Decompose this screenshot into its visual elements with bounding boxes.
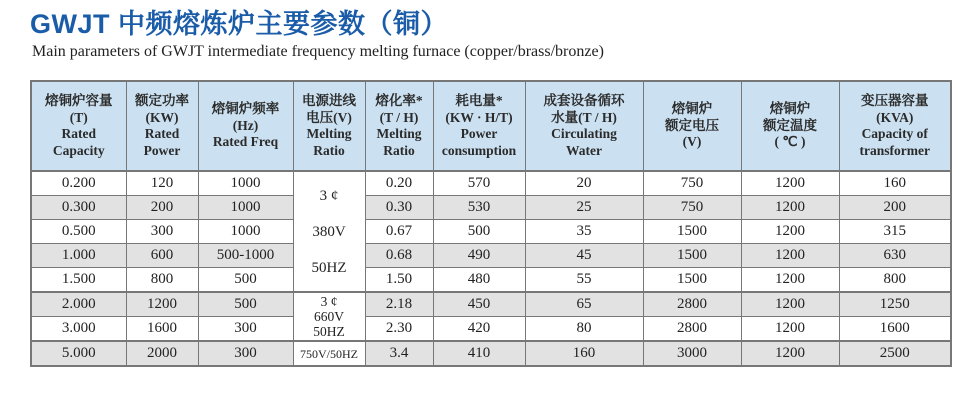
- column-header: 额定功率 (KW) Rated Power: [126, 81, 198, 171]
- table-cell: 1600: [839, 317, 951, 342]
- column-header: 熔铜炉 额定温度 ( ℃ ): [741, 81, 839, 171]
- table-cell: 0.68: [365, 244, 433, 268]
- table-row: [31, 196, 951, 220]
- column-header: 熔化率* (T / H) Melting Ratio: [365, 81, 433, 171]
- table-row: [31, 244, 951, 268]
- table-cell: 0.67: [365, 220, 433, 244]
- table-row: [31, 220, 951, 244]
- table-cell: 1200: [741, 220, 839, 244]
- table-cell: 450: [433, 292, 525, 317]
- table-cell: 300: [126, 220, 198, 244]
- table-cell: 55: [525, 268, 643, 293]
- table-cell: 800: [126, 268, 198, 293]
- table-cell: 1200: [741, 341, 839, 366]
- table-cell: 0.300: [31, 196, 126, 220]
- table-cell: 1200: [741, 317, 839, 342]
- table-cell: 2500: [839, 341, 951, 366]
- table-cell: 500: [198, 268, 293, 293]
- table-cell: 1200: [741, 292, 839, 317]
- table-cell: 1500: [643, 268, 741, 293]
- table-cell: 500: [433, 220, 525, 244]
- table-cell: 490: [433, 244, 525, 268]
- table-cell: 45: [525, 244, 643, 268]
- column-header: 成套设备循环 水量(T / H) Circulating Water: [525, 81, 643, 171]
- table-cell: 0.20: [365, 171, 433, 196]
- table-cell: 3.000: [31, 317, 126, 342]
- table-cell: 800: [839, 268, 951, 293]
- table-cell: 1200: [126, 292, 198, 317]
- table-cell: 570: [433, 171, 525, 196]
- table-cell: 200: [126, 196, 198, 220]
- table-cell: 3000: [643, 341, 741, 366]
- table-cell: 410: [433, 341, 525, 366]
- table-cell: 630: [839, 244, 951, 268]
- table-cell: 20: [525, 171, 643, 196]
- table-cell: 500-1000: [198, 244, 293, 268]
- table-cell: 480: [433, 268, 525, 293]
- table-cell: 3.4: [365, 341, 433, 366]
- table-row: [31, 317, 951, 342]
- table-cell: 0.30: [365, 196, 433, 220]
- column-header: 耗电量* (KW · H/T) Power consumption: [433, 81, 525, 171]
- column-header: 熔铜炉 额定电压 (V): [643, 81, 741, 171]
- table-cell: 300: [198, 341, 293, 366]
- table-cell: 2000: [126, 341, 198, 366]
- table-cell: 160: [525, 341, 643, 366]
- table-cell: 2800: [643, 317, 741, 342]
- power-supply-cell: 3 ¢ 660V 50HZ: [293, 292, 365, 341]
- table-row: [31, 292, 951, 317]
- table-cell: 25: [525, 196, 643, 220]
- table-cell: 420: [433, 317, 525, 342]
- column-header: 电源进线 电压(V) Melting Ratio: [293, 81, 365, 171]
- power-supply-cell: 3 ¢ 380V 50HZ: [293, 171, 365, 292]
- table-cell: 315: [839, 220, 951, 244]
- table-cell: 2.30: [365, 317, 433, 342]
- table-cell: 1200: [741, 244, 839, 268]
- table-cell: 750: [643, 196, 741, 220]
- table-cell: 120: [126, 171, 198, 196]
- table-cell: 500: [198, 292, 293, 317]
- column-header: 熔铜炉容量 (T) Rated Capacity: [31, 81, 126, 171]
- table-cell: 1250: [839, 292, 951, 317]
- table-cell: 80: [525, 317, 643, 342]
- page-title: GWJT 中频熔炼炉主要参数（铜）: [30, 9, 448, 39]
- table-cell: 2.18: [365, 292, 433, 317]
- table-cell: 1000: [198, 171, 293, 196]
- table-cell: 1500: [643, 220, 741, 244]
- table-cell: 1.50: [365, 268, 433, 293]
- column-header: 熔铜炉频率 (Hz) Rated Freq: [198, 81, 293, 171]
- table-body: [31, 171, 951, 366]
- table-row: [31, 171, 951, 196]
- table-cell: 5.000: [31, 341, 126, 366]
- table-cell: 2.000: [31, 292, 126, 317]
- table-cell: 600: [126, 244, 198, 268]
- table-cell: 1500: [643, 244, 741, 268]
- table-row: [31, 341, 951, 366]
- table-cell: 200: [839, 196, 951, 220]
- page-subtitle: Main parameters of GWJT intermediate frequency melting furnace (copper/brass/bronze): [32, 43, 604, 60]
- table-cell: 1200: [741, 171, 839, 196]
- table-cell: 2800: [643, 292, 741, 317]
- column-header: 变压器容量 (KVA) Capacity of transformer: [839, 81, 951, 171]
- power-supply-cell: 750V/50HZ: [293, 341, 365, 366]
- table-cell: 750: [643, 171, 741, 196]
- parameters-table: [30, 80, 952, 367]
- table-cell: 1.500: [31, 268, 126, 293]
- table-cell: 0.500: [31, 220, 126, 244]
- table-cell: 300: [198, 317, 293, 342]
- table-cell: 35: [525, 220, 643, 244]
- table-cell: 1000: [198, 220, 293, 244]
- table-cell: 530: [433, 196, 525, 220]
- table-header-row: [31, 81, 951, 171]
- table-cell: 65: [525, 292, 643, 317]
- table-cell: 1600: [126, 317, 198, 342]
- table-cell: 0.200: [31, 171, 126, 196]
- table-cell: 1200: [741, 196, 839, 220]
- table-cell: 1000: [198, 196, 293, 220]
- table-cell: 160: [839, 171, 951, 196]
- table-cell: 1.000: [31, 244, 126, 268]
- table-cell: 1200: [741, 268, 839, 293]
- header-row: [31, 81, 951, 171]
- table-row: [31, 268, 951, 293]
